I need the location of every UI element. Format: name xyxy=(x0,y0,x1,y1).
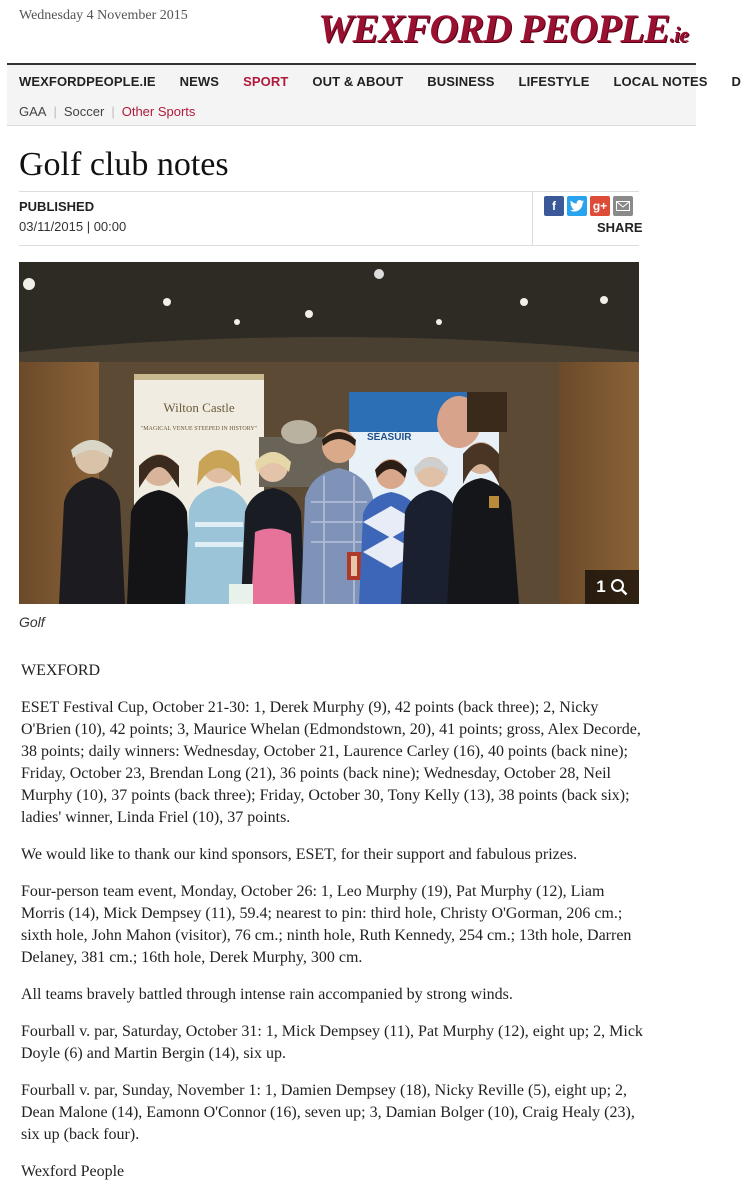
email-icon[interactable] xyxy=(613,196,633,216)
meta-divider-vertical xyxy=(532,191,533,245)
banner-left-sub: "MAGICAL VENUE STEEPED IN HISTORY" xyxy=(140,426,258,432)
article-photo[interactable] xyxy=(19,262,639,604)
article-paragraph: Fourball v. par, Saturday, October 31: 1, Mick Dempsey (11), Pat Murphy (12), eight up; 2, Mick Doyle (6) and Martin Bergin (14), six up. xyxy=(21,1023,643,1062)
meta-divider-bottom xyxy=(19,245,639,246)
article-paragraph: All teams bravely battled through intense rain accompanied by strong winds. xyxy=(21,986,513,1003)
photo-caption: Golf xyxy=(19,614,45,630)
article-paragraph: Four-person team event, Monday, October 26: 1, Leo Murphy (19), Pat Murphy (12), Liam Morris (14), Mick Dempsey (11), 59.4; nearest to pin: third hole, Christy O'Gorman, 206 cm.; sixth hole, John Mahon (visitor), 76 cm.; ninth hole, Ruth Kennedy, 254 cm.; 13th hole, Darren Delaney, 381 cm.; 16th hole, Derek Murphy, 300 cm. xyxy=(21,883,632,966)
nav-item-truncated[interactable]: D xyxy=(731,73,742,89)
article-byline: Wexford People xyxy=(21,1163,125,1180)
share-label: SHARE xyxy=(597,220,643,235)
article-paragraph: WEXFORD xyxy=(21,662,101,679)
nav-item-local-notes[interactable]: LOCAL NOTES xyxy=(613,73,708,89)
article-paragraph: ESET Festival Cup, October 21-30: 1, Derek Murphy (9), 42 points (back three); 2, Nicky O'Brien (10), 42 points; 3, Maurice Whelan (Edmondstown, 20), 41 points; gross, Alex Decorde, 38 points; daily winners: Wednesday, October 21, Laurence Carley (16), 40 points (back nine); Friday, October 23, Brendan Long (21), 36 points (back nine); Wednesday, October 28, Neil Murphy (10), 37 points (back three); Friday, October 30, Tony Kelly (13), 38 points (back six); ladies' winner, Linda Friel (10), 37 points. xyxy=(21,699,641,826)
logo-main-text: WEXFORD PEOPLE xyxy=(318,6,670,51)
article-title: Golf club notes xyxy=(19,146,229,183)
magnifier-icon xyxy=(610,578,628,596)
header-date: Wednesday 4 November 2015 xyxy=(19,8,188,23)
published-date: 03/11/2015 | 00:00 xyxy=(19,219,127,234)
google-plus-icon[interactable]: g+ xyxy=(590,196,610,216)
subnav-item-other-sports[interactable]: Other Sports xyxy=(121,103,196,119)
subnav-separator: | xyxy=(53,103,57,119)
sub-nav xyxy=(7,97,696,126)
banner-right-title: SÉASÚIR xyxy=(367,432,412,443)
nav-item-news[interactable]: NEWS xyxy=(179,73,220,89)
photo-illustration xyxy=(19,262,639,604)
subnav-separator: | xyxy=(111,103,115,119)
main-nav xyxy=(7,63,742,98)
published-label: PUBLISHED xyxy=(19,199,95,214)
facebook-icon[interactable]: f xyxy=(544,196,564,216)
banner-left-title: Wilton Castle xyxy=(163,400,235,415)
subnav-item-soccer[interactable]: Soccer xyxy=(63,103,105,119)
photo-gallery-counter[interactable] xyxy=(585,570,639,604)
nav-item-out-about[interactable]: OUT & ABOUT xyxy=(312,73,404,89)
subnav-item-gaa[interactable]: GAA xyxy=(19,103,47,119)
nav-item-business[interactable]: BUSINESS xyxy=(427,73,495,89)
nav-item-sport[interactable]: SPORT xyxy=(243,73,289,89)
photo-counter-number: 1 xyxy=(596,577,606,596)
site-logo[interactable] xyxy=(218,6,688,52)
article-body xyxy=(21,660,643,1198)
meta-divider-top xyxy=(19,191,639,192)
article-paragraph: We would like to thank our kind sponsors, ESET, for their support and fabulous prizes. xyxy=(21,846,578,863)
nav-item-lifestyle[interactable]: LIFESTYLE xyxy=(518,73,590,89)
twitter-icon[interactable] xyxy=(567,196,587,216)
logo-tld-text: .ie xyxy=(669,22,688,47)
nav-item-home[interactable]: WEXFORDPEOPLE.IE xyxy=(19,73,156,89)
article-paragraph: Fourball v. par, Sunday, November 1: 1, Damien Dempsey (18), Nicky Reville (5), eight up; 2, Dean Malone (14), Eamonn O'Connor (16), seven up; 3, Damian Bolger (10), Craig Healy (23), six up (back four). xyxy=(21,1082,635,1143)
share-icons xyxy=(544,196,633,216)
